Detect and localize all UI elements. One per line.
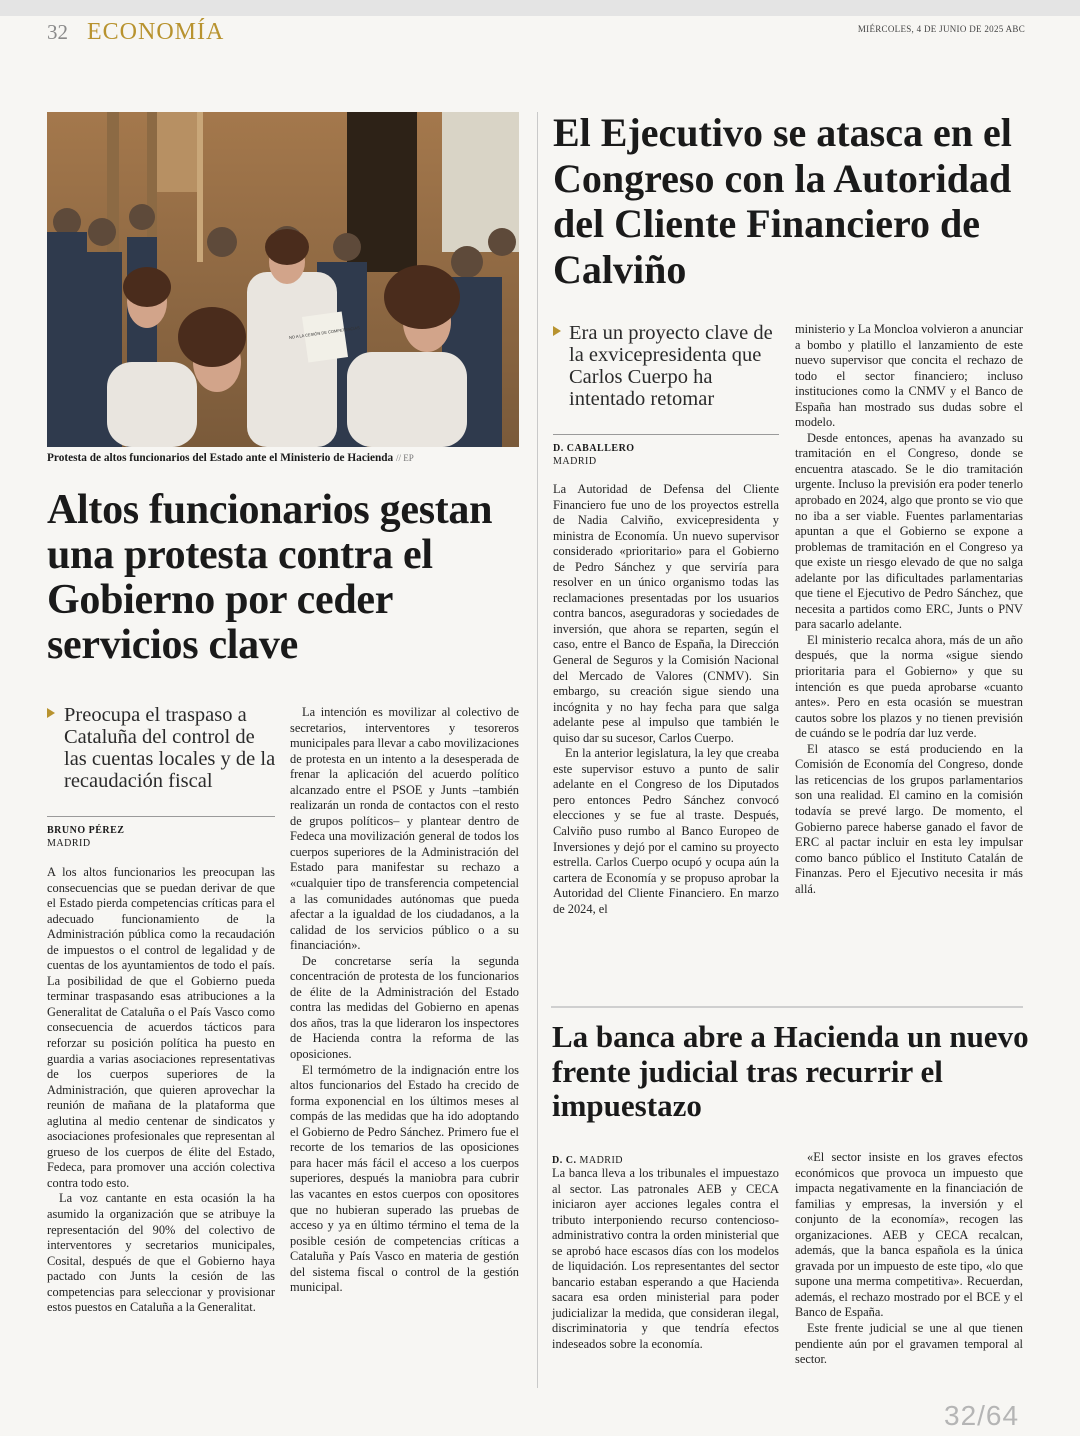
subhead-right: [553, 322, 781, 410]
section-title: ECONOMÍA: [87, 19, 225, 45]
subhead-left: [47, 704, 277, 792]
article-bottom-column-1: [552, 1166, 779, 1353]
byline-right: [553, 442, 635, 468]
byline-bottom-location: MADRID: [579, 1155, 624, 1166]
headline-altos-funcionarios: Altos funcionarios gestan una protesta contra el Gobierno por ceder servicios clave: [47, 487, 493, 668]
byline-right-location: MADRID: [553, 456, 597, 467]
headline-ejecutivo-atasca: El Ejecutivo se atasca en el Congreso con la Autoridad del Cliente Financiero de Calviño: [553, 110, 1012, 292]
paragraph: «El sector insiste en los graves efectos económicos que provoca un impuesto que impacta negativamente en la financiación de familias y empresas, la inversión y el conjunto de la economía», recogen las organizaciones. AEB y CECA recalcan, además, que la banca española es la única gravada por un impuesto de este tipo, «lo que supone una merma competitiva». Recuerdan, además, el rechazo mostrado por el BCE y el Banco de España.: [795, 1150, 1023, 1320]
article-left-column-2: [290, 705, 519, 1296]
column-divider: [537, 112, 538, 1388]
section-divider: [551, 1006, 1023, 1008]
subhead-left-rule: [47, 816, 275, 817]
paragraph: En la anterior legislatura, la ley que creaba este supervisor estuvo a punto de salir adelante en el Congreso de los Diputados pero entonces Pedro Sánchez convocó elecciones y se fue al traste. Después, Calviño puso rumbo al Banco Europeo de Inversiones y dejó por el camino su proyecto estrella. Carlos Cuerpo ocupó y ocupa aún la cartera de Economía y se propuso aprobar la Autoridad del Cliente Financiero. En marzo de 2024, el: [553, 746, 779, 916]
paragraph: La Autoridad de Defensa del Cliente Financiero fue uno de los proyectos estrella de Nadia Calviño, exvicepresidenta y ministra de Economía. Un nuevo supervisor considerado «prioritario» para el Gobierno de Pedro Sánchez y que serviría para resolver en un único organismo todas las reclamaciones presentadas por los usuarios contra bancos, aseguradoras y sociedades de inversión, que ahora se reparten, según el caso, entre el Banco de España, la Dirección General de Seguros y la Comisión Nacional del Mercado de Valores (CNMV). Sin embargo, su creación sigue siendo una incógnita y no hay fecha para que salga adelante pese al impulso que también le quiso dar su sucesor, Carlos Cuerpo.: [553, 482, 779, 745]
article-right-column-2: [795, 322, 1023, 897]
byline-bottom-author: D. C.: [552, 1155, 577, 1166]
photo-caption-text: Protesta de altos funcionarios del Estado ante el Ministerio de Hacienda: [47, 452, 394, 464]
subhead-right-text: Era un proyecto clave de la exvicepresidenta que Carlos Cuerpo ha intentado retomar: [569, 322, 773, 410]
paragraph: La banca lleva a los tribunales el impuestazo al sector. Las patronales AEB y CECA iniciaron ayer acciones legales contra el tributo interponiendo recurso contencioso-administrativo contra la orden ministerial que se aprobó hace escasos días con los modelos de liquidación. Los representantes del sector bancario estaban esperando a que Hacienda sacara esa orden ministerial para poder judicializar la medida, que consideran ilegal, discriminatoria y que tendría efectos indeseados sobre la economía.: [552, 1166, 779, 1352]
protest-sign-text: NO A LA CESIÓN DE COMPETENCIAS: [288, 325, 361, 340]
paragraph: ministerio y La Moncloa volvieron a anunciar a bombo y platillo el lanzamiento de este nuevo supervisor que concita el rechazo de todo el sector financiero; incluso instituciones como la CNMV y el Banco de España han mostrado sus dudas sobre el modelo.: [795, 322, 1023, 430]
bullet-triangle-icon: [553, 326, 561, 336]
paragraph: Desde entonces, apenas ha avanzado su tramitación en el Congreso, donde se encuentra atascado. Se le dio tramitación urgente. Incluso la previsión era poder tenerlo aprobado en 2024, algo que pronto se vio que no iba a ser viable. Fuentes parlamentarias apuntan a que el Gobierno se expone a problemas de tramitación en el Congreso ya que existe un riesgo elevado de que no salga adelante por las dificultades parlamentarias que tiene el Ejecutivo de Pedro Sánchez, que necesita a partidos como ERC, Junts o PNV para sacarlo adelante.: [795, 430, 1023, 632]
date-line: MIÉRCOLES, 4 DE JUNIO DE 2025 ABC: [857, 24, 1025, 34]
paragraph: El atasco se está produciendo en la Comisión de Economía del Congreso, donde las reticencias de los grupos parlamentarios son una realidad. El camino en la comisión todavía se prevé largo. De momento, el Gobierno parece haberse ganado el favor de ERC al pactar incluir en esta ley impulsar como banco público el Instituto Catalán de Finanzas. Pero el Ejecutivo necesita ir más allá.: [795, 741, 1023, 896]
page-counter: 32/64: [944, 1400, 1020, 1431]
headline-banca-hacienda: La banca abre a Hacienda un nuevo frente judicial tras recurrir el impuestazo: [552, 1019, 1029, 1123]
paragraph: La voz cantante en esta ocasión la ha asumido la organización que se atribuye la representación del 90% del colectivo de interventores y secretarios municipales, Cosital, después de que el Gobierno haya pactado con Junts la cesión de las competencias para seleccionar y provisionar estos puestos en Cataluña a la Generalitat.: [47, 1191, 275, 1315]
paragraph: A los altos funcionarios les preocupan las consecuencias que se puedan derivar de que el Estado pierda competencias críticas para el adecuado funcionamiento de la Administración pública como la recaudación de impuestos o el control de legalidad y de cuentas de los ayuntamientos de todo el país. La posibilidad de que el Gobierno pueda terminar traspasando esas atribuciones a la Generalitat de Cataluña o el País Vasco como consecuencia de acuerdos tácticos para reforzar su posición política ha puesto en guardia a varias asociaciones representativas de los cuerpos superiores de la Administración, que quieren aprovechar la reunión de mañana de la plataforma que aglutina al medio centenar de sindicatos y asociaciones profesionales que representan al grueso de los cuerpos de élite del Estado, Fedeca, para promover una acción colectiva contra todo esto.: [47, 865, 275, 1190]
protest-photo: [47, 112, 519, 447]
byline-left: [47, 824, 124, 850]
page-header: [47, 20, 1025, 50]
article-right-column-1: [553, 482, 779, 917]
article-left-column-1: [47, 865, 275, 1316]
subhead-right-rule: [553, 434, 779, 435]
paragraph: El ministerio recalca ahora, más de un año después, que la norma «sigue siendo prioritaria para el Gobierno» y que su intención es que pueda aprobarse «cuanto antes». Pero en esta ocasión se muestran cautos sobre los plazos y no tienen previsión de cuándo se le podría dar luz verde.: [795, 632, 1023, 741]
paragraph: La intención es movilizar al colectivo de secretarios, interventores y tesoreros municipales para llevar a cabo movilizaciones de protesta en un intento a la desesperada de frenar la aplicación del acuerdo político alcanzado entre el PSOE y Junts –también realizarán un ronda de contactos con el resto de grupos políticos– y plantear dentro de Fedeca una movilización general de todos los cuerpos superiores de la Administración del Estado para manifestar su rechazo a «cualquier tipo de transferencia competencial a las comunidades autónomas que pueda afectar a la igualdad de los ciudadanos, a la calidad de los servicios público o a su financiación».: [290, 705, 519, 953]
photo-credit: // EP: [396, 453, 414, 463]
byline-right-author: D. CABALLERO: [553, 443, 635, 454]
paragraph: De concretarse sería la segunda concentración de protesta de los funcionarios de élite de la Administración del Estado contra las medidas del Gobierno en apenas dos años, tras la que lideraron los inspectores de Hacienda contra la reforma de las oposiciones.: [290, 953, 519, 1062]
bullet-triangle-icon: [47, 708, 55, 718]
page-number: 32: [47, 20, 68, 44]
paragraph: Este frente judicial se une al que tienen pendiente aún por el gravamen temporal al sector.: [795, 1321, 1023, 1367]
article-bottom-column-2: [795, 1150, 1023, 1368]
byline-left-location: MADRID: [47, 838, 91, 849]
paragraph: El termómetro de la indignación entre los altos funcionarios del Estado ha crecido de forma exponencial en los últimos meses al compás de las medidas que ha ido adoptando el Gobierno de Pedro Sánchez. Primero fue el recorte de los temarios de las oposiciones para hacer más fácil el acceso a los cuerpos superiores, después la maniobra para cubrir las vacantes en estos cuerpos con opositores que no hubieran superado las pruebas de acceso y ya en último término el tema de la posible cesión de competencias críticas a Cataluña y País Vasco en materia de gestión del sistema fiscal o control de la gestión municipal.: [290, 1062, 519, 1295]
byline-left-author: BRUNO PÉREZ: [47, 825, 125, 836]
subhead-left-text: Preocupa el traspaso a Cataluña del control de las cuentas locales y de la recaudación fiscal: [64, 704, 276, 792]
viewer-top-bar: [0, 0, 1080, 16]
photo-caption: [47, 452, 537, 464]
protest-photo-illustration: [47, 112, 519, 447]
